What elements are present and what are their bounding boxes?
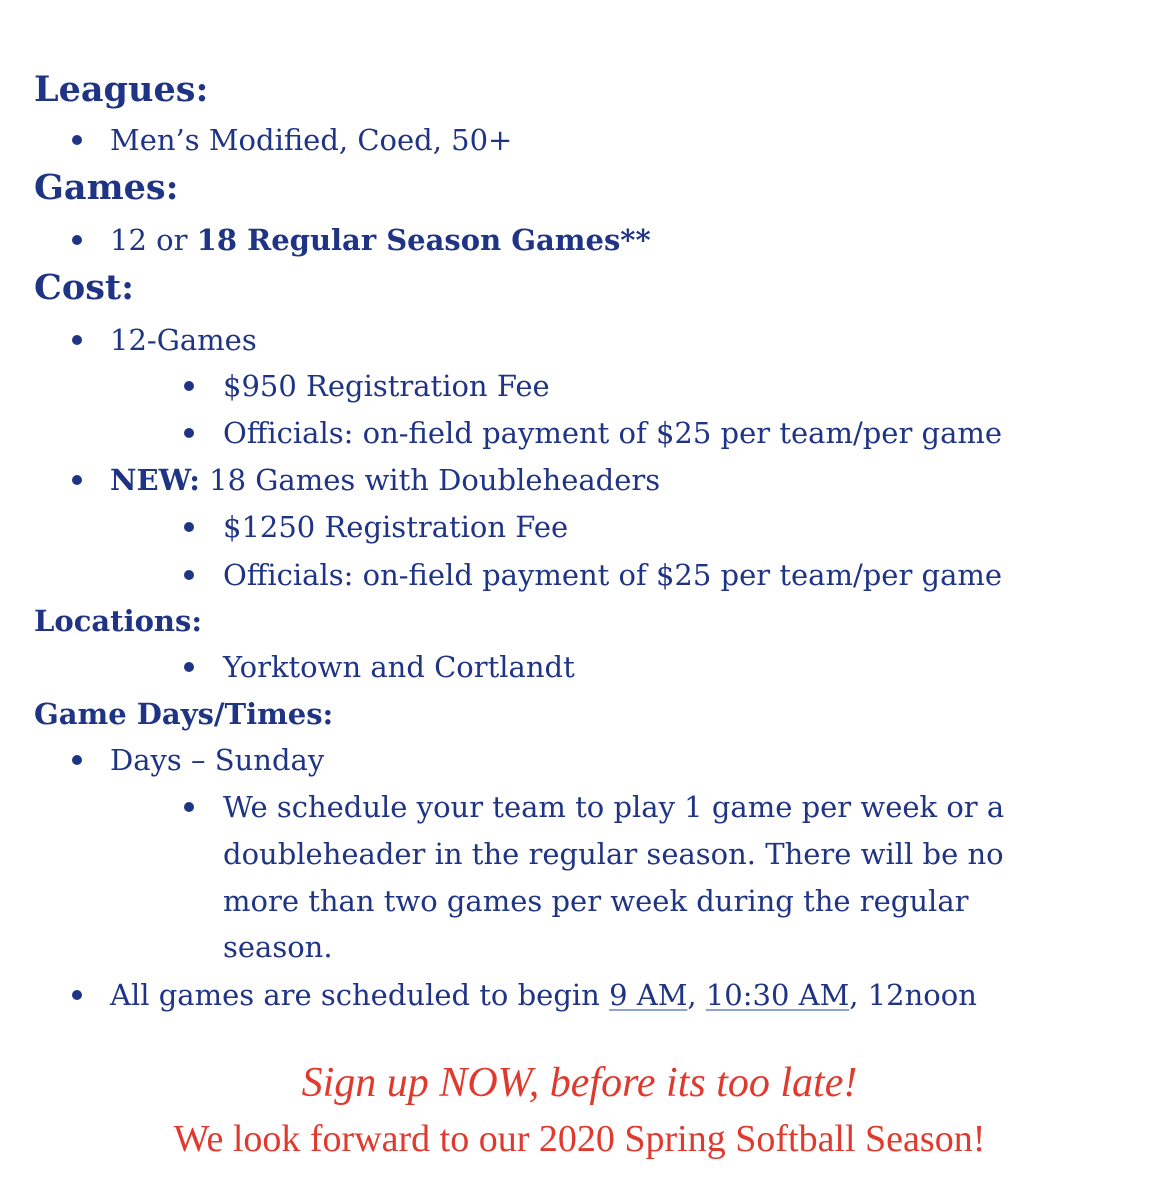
cost-option2-label [110,460,660,500]
game-times-prefix: All games are scheduled to begin [110,978,610,1012]
new-label: NEW: [110,463,200,497]
bullet-icon [184,662,194,672]
game-days-schedule [223,787,1004,827]
games-item [110,220,651,260]
bullet-icon [184,570,194,580]
signup-call-to-action: Sign up NOW, before its too late! [301,1060,858,1106]
bullet-icon [72,990,82,1000]
bullet-icon [184,802,194,812]
bullet-icon [184,428,194,438]
bullet-icon [72,135,82,145]
games-item-bold: 18 Regular Season Games** [196,223,651,257]
cost-option2-label-text: 18 Games with Doubleheaders [199,463,661,497]
bullet-icon [72,475,82,485]
bullet-icon [184,381,194,391]
locations-item-text: Yorktown and Cortlandt [223,650,575,684]
cost-option1-officials [223,413,1002,453]
games-item-prefix: 12 or [110,223,197,257]
cost-option1-label-text: 12-Games [110,323,257,357]
leagues-heading: Leagues: [34,69,209,110]
time-link-9am[interactable]: 9 AM [609,978,688,1012]
cost-option1-fee [223,366,550,406]
cost-option1-officials-text: Officials: on-field payment of $25 per team/per game [223,416,1003,450]
schedule-line-2: doubleheader in the regular season. There will be no [223,837,1004,871]
cost-option2-fee [223,507,568,547]
cost-option1-fee-text: $950 Registration Fee [223,369,550,403]
cost-heading: Cost: [34,267,134,308]
cost-option2-fee-text: $1250 Registration Fee [223,510,569,544]
time-separator: , [687,978,706,1012]
bullet-icon [72,235,82,245]
bullet-icon [72,335,82,345]
time-separator: , [849,978,868,1012]
locations-heading: Locations: [34,604,203,638]
cost-option1-label [110,320,257,360]
schedule-line: We schedule your team to play 1 game per week or a [223,790,1005,824]
game-days-days [110,740,324,780]
schedule-line-3: more than two games per week during the regular [223,884,969,918]
time-12noon: 12noon [867,978,977,1012]
games-heading: Games: [34,167,179,208]
cost-option2-officials-text: Officials: on-field payment of $25 per team/per game [223,558,1003,592]
game-times [110,975,977,1015]
season-tagline: We look forward to our 2020 Spring Softball Season! [173,1118,986,1160]
cost-option2-officials [223,555,1002,595]
schedule-line-4: season. [223,930,333,964]
leagues-item [110,120,512,160]
time-link-1030am[interactable]: 10:30 AM [705,978,850,1012]
bullet-icon [184,522,194,532]
leagues-item-text: Men’s Modified, Coed, 50+ [110,123,513,157]
bullet-icon [72,755,82,765]
game-days-days-text: Days – Sunday [110,743,325,777]
game-days-heading: Game Days/Times: [34,697,334,731]
locations-item [223,647,575,687]
